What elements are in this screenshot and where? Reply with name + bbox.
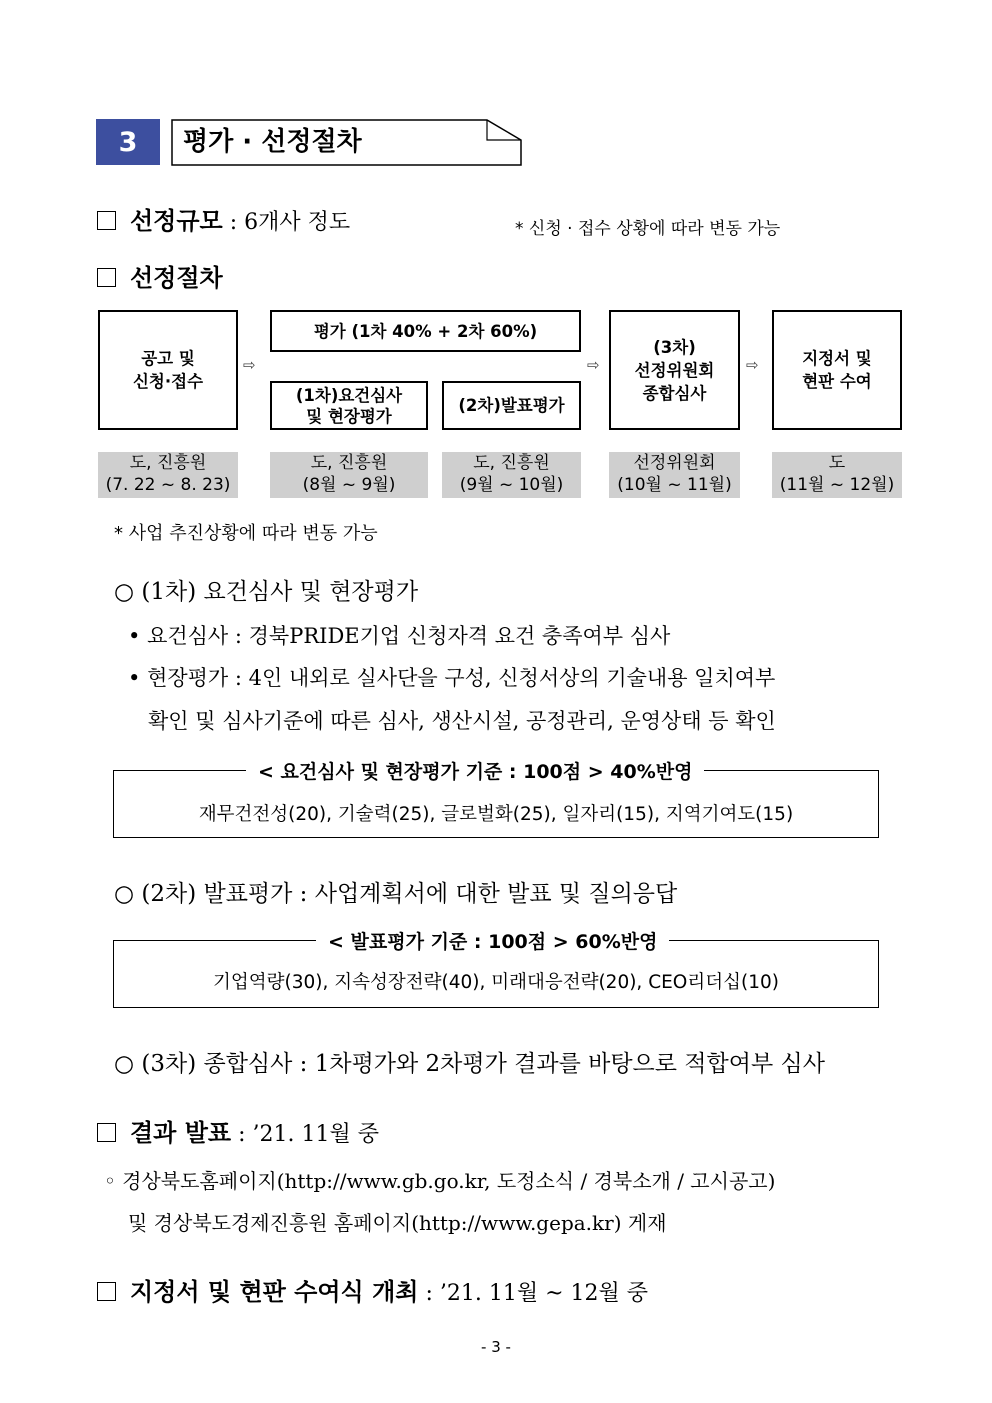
step2-heading: ○ (2차) 발표평가 : 사업계획서에 대한 발표 및 질의응답	[114, 881, 678, 907]
result-label: 결과 발표	[130, 1119, 232, 1147]
flow-box-third-line1: (3차)	[653, 337, 696, 357]
ceremony-heading	[97, 1276, 648, 1310]
flow-box-notice-line1: 공고 및	[141, 349, 195, 368]
flow-box-award	[772, 310, 902, 430]
schedule-who: 도, 진흥원	[473, 453, 550, 473]
checkbox-square-icon	[97, 268, 116, 287]
step1-bullet-1-text: 요건심사 : 경북PRIDE기업 신청자격 요건 충족여부 심사	[147, 624, 671, 648]
schedule-who: 도	[828, 453, 846, 473]
flow-box-award-line2: 현판 수여	[802, 372, 872, 391]
schedule-cell	[772, 452, 902, 498]
result-line-2: 및 경상북도경제진흥원 홈페이지(http://www.gepa.kr) 게재	[128, 1211, 667, 1235]
schedule-cell	[442, 452, 581, 498]
procedure-heading	[97, 262, 223, 294]
step1-bullet-2-text: 현장평가 : 4인 내외로 실사단을 구성, 신청서상의 기술내용 일치여부	[147, 666, 776, 690]
step1-criteria: 재무건전성(20), 기술력(25), 글로벌화(25), 일자리(15), 지역기여도(15)	[198, 804, 794, 825]
section-number: 3	[96, 119, 160, 165]
step1-bullet-2	[128, 662, 775, 692]
schedule-cell	[98, 452, 238, 498]
scale-label: 선정규모	[130, 207, 223, 235]
schedule-who: 도, 진흥원	[129, 453, 207, 473]
schedule-when: (9월 ~ 10월)	[459, 475, 564, 495]
schedule-when: (11월 ~ 12월)	[779, 475, 895, 495]
schedule-cell	[609, 452, 740, 498]
scale-value: 6개사 정도	[244, 210, 351, 235]
flow-box-third-line2: 선정위원회	[634, 360, 715, 380]
flow-box-first-line1: (1차)요건심사	[295, 385, 403, 405]
scale-sep: :	[222, 210, 245, 235]
flow-box-evaluation: 평가 (1차 40% + 2차 60%)	[270, 310, 581, 352]
flow-box-notice-line2: 신청·접수	[132, 372, 204, 391]
checkbox-square-icon	[97, 1123, 116, 1142]
step3-heading: ○ (3차) 종합심사 : 1차평가와 2차평가 결과를 바탕으로 적합여부 심사	[114, 1051, 825, 1077]
flow-arrow-icon: ⇨	[746, 356, 759, 374]
schedule-cell	[270, 452, 428, 498]
flow-box-first	[270, 381, 428, 430]
schedule-when: (7. 22 ~ 8. 23)	[105, 475, 231, 495]
result-line-1: ◦ 경상북도홈페이지(http://www.gb.go.kr, 도정소식 / 경북소개 / 고시공고)	[104, 1169, 776, 1193]
procedure-label: 선정절차	[130, 264, 223, 292]
flow-box-second: (2차)발표평가	[442, 381, 581, 430]
flow-box-award-line1: 지정서 및	[802, 349, 872, 368]
schedule-when: (10월 ~ 11월)	[617, 475, 732, 495]
flow-arrow-icon: ⇨	[587, 356, 600, 374]
ceremony-value: : ’21. 11월 ~ 12월 중	[418, 1281, 648, 1306]
step1-heading: ○ (1차) 요건심사 및 현장평가	[114, 579, 419, 605]
bullet-dot-icon: •	[128, 624, 141, 648]
schedule-who: 선정위원회	[633, 453, 716, 473]
step2-criteria: 기업역량(30), 지속성장전략(40), 미래대응전략(20), CEO리더십(10)	[213, 972, 779, 993]
flow-box-third-line3: 종합심사	[642, 383, 707, 403]
result-value: : ’21. 11월 중	[231, 1122, 379, 1147]
procedure-note: * 사업 추진상황에 따라 변동 가능	[114, 523, 378, 544]
scale-note: * 신청 · 접수 상황에 따라 변동 가능	[515, 219, 781, 239]
checkbox-square-icon	[97, 1282, 116, 1301]
schedule-when: (8월 ~ 9월)	[302, 475, 396, 495]
step1-bullet-1	[128, 620, 670, 650]
section-title: 평가 · 선정절차	[183, 127, 362, 157]
flow-box-notice	[98, 310, 238, 430]
ceremony-label: 지정서 및 현판 수여식 개최	[130, 1278, 419, 1306]
scale-heading	[97, 205, 350, 239]
step1-bullet-2-continuation: 확인 및 심사기준에 따른 심사, 생산시설, 공정관리, 운영상태 등 확인	[148, 709, 776, 733]
bullet-dot-icon: •	[128, 666, 141, 690]
flow-box-first-line2: 및 현장평가	[306, 406, 392, 426]
step1-criteria-title: < 요건심사 및 현장평가 기준 : 100점 > 40%반영	[246, 757, 704, 784]
flow-arrow-icon: ⇨	[243, 356, 256, 374]
step2-criteria-title: < 발표평가 기준 : 100점 > 60%반영	[316, 927, 669, 954]
result-heading	[97, 1117, 379, 1151]
checkbox-square-icon	[97, 211, 116, 230]
flow-box-third	[609, 310, 740, 430]
schedule-who: 도, 진흥원	[310, 453, 388, 473]
page-number: - 3 -	[481, 1338, 511, 1356]
